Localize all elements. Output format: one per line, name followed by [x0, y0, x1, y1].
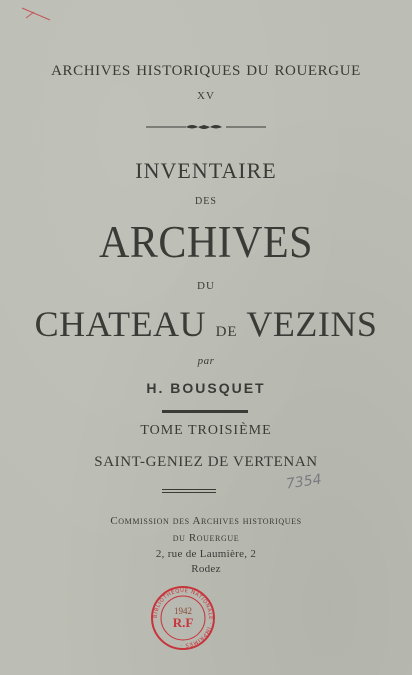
by-label: par	[197, 355, 215, 367]
title-chateau: CHATEAU	[34, 304, 207, 344]
title-line-chateau-de-vezins	[0, 304, 412, 352]
tome-label: TOME TROISIÈME	[140, 423, 272, 438]
volume-number: XV	[197, 90, 215, 102]
shelfmark-handwritten: 7354	[285, 471, 323, 493]
publisher-line-1: Commission des Archives historiques	[110, 515, 302, 527]
divider-rule	[162, 410, 248, 413]
corner-mark-icon	[20, 4, 60, 26]
svg-text:1942: 1942	[174, 606, 192, 616]
title-line-du: DU	[197, 280, 215, 292]
svg-text:BIBLIOTHÈQUE NATIONALE · IMPRI: BIBLIOTHÈQUE NATIONALE · IMPRIMÉS ·	[152, 587, 214, 649]
publisher-address: 2, rue de Laumière, 2	[155, 548, 257, 560]
library-stamp-icon	[149, 584, 217, 652]
publisher-city: Rodez	[191, 563, 221, 575]
title-vezins: VEZINS	[246, 304, 378, 344]
title-line-inventaire: INVENTAIRE	[135, 158, 277, 183]
title-line-des: DES	[195, 196, 217, 207]
series-title: ARCHIVES HISTORIQUES DU ROUERGUE	[51, 63, 361, 79]
author-name: H. BOUSQUET	[146, 380, 266, 396]
double-rule-top	[162, 489, 216, 490]
publisher-line-2: du Rouergue	[172, 532, 240, 544]
title-line-archives: ARCHIVES	[98, 218, 314, 268]
title-de: DE	[215, 324, 238, 340]
svg-text:R.F: R.F	[172, 615, 194, 630]
ornament-icon	[146, 122, 266, 132]
double-rule-bottom	[162, 492, 216, 493]
section-title: SAINT-GENIEZ DE VERTENAN	[94, 454, 318, 470]
